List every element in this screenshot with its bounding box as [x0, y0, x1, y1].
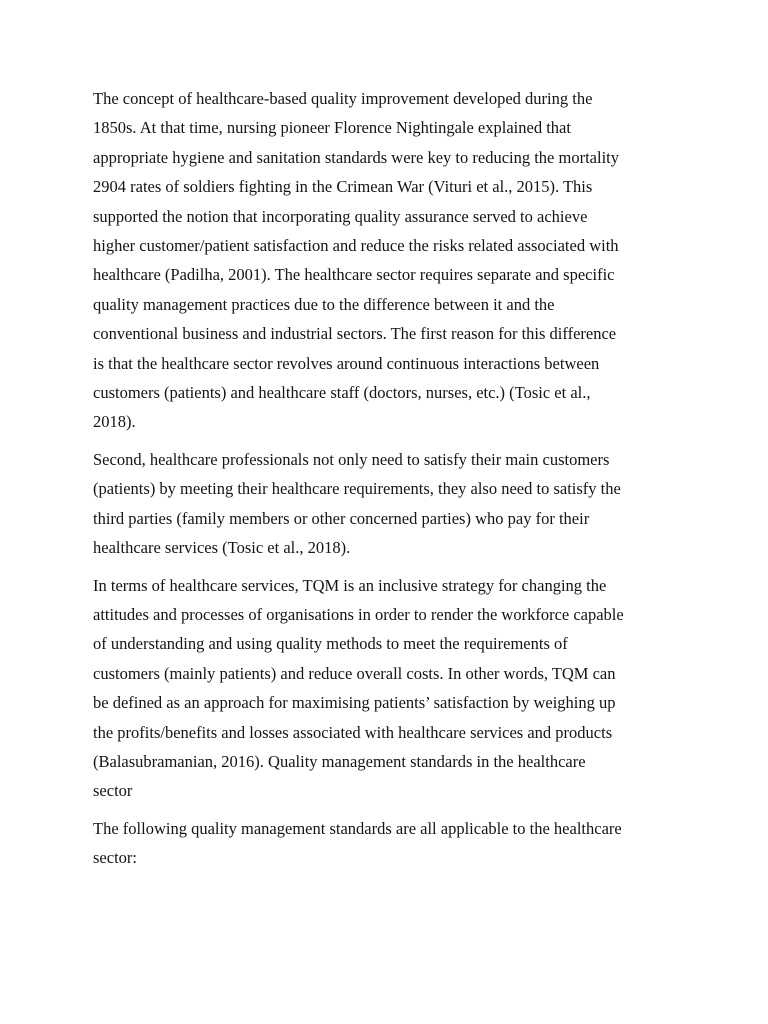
paragraph-line: higher customer/patient satisfaction and reduce the risks related associated with: [93, 236, 619, 256]
document-body: [93, 84, 683, 873]
paragraph-line: The concept of healthcare-based quality improvement developed during the: [93, 89, 593, 108]
paragraph-line: quality management practices due to the difference between it and the: [93, 294, 555, 314]
paragraph-line: healthcare services (Tosic et al., 2018).: [93, 538, 351, 558]
paragraph-line: is that the healthcare sector revolves around continuous interactions between: [93, 353, 600, 373]
paragraph-2: [93, 445, 683, 563]
paragraph-line: 1850s. At that time, nursing pioneer Florence Nightingale explained that: [93, 118, 571, 138]
paragraph-gap: [93, 563, 683, 571]
paragraph-gap: [93, 806, 683, 814]
paragraph-4: [93, 814, 683, 873]
paragraph-line: customers (mainly patients) and reduce overall costs. In other words, TQM can: [93, 663, 616, 683]
paragraph-line: supported the notion that incorporating quality assurance served to achieve: [93, 206, 588, 226]
paragraph-line: sector: [93, 781, 133, 801]
paragraph-line: The following quality management standards are all applicable to the healthcare: [93, 818, 622, 838]
paragraph-line: conventional business and industrial sectors. The first reason for this difference: [93, 324, 617, 344]
paragraph-line: attitudes and processes of organisations in order to render the workforce capable: [93, 604, 624, 624]
paragraph-line: In terms of healthcare services, TQM is an inclusive strategy for changing the: [93, 575, 607, 595]
paragraph-line: be defined as an approach for maximising patients’ satisfaction by weighing up: [93, 693, 616, 713]
paragraph-line: healthcare (Padilha, 2001). The healthcare sector requires separate and specific: [93, 265, 615, 285]
paragraph-line: third parties (family members or other concerned parties) who pay for their: [93, 508, 590, 528]
paragraph-line: appropriate hygiene and sanitation standards were key to reducing the mortality: [93, 147, 619, 167]
paragraph-line: of understanding and using quality methods to meet the requirements of: [93, 634, 568, 654]
paragraph-line: 2018).: [93, 412, 136, 432]
paragraph-3: [93, 571, 683, 806]
paragraph-line: the profits/benefits and losses associated with healthcare services and products: [93, 722, 613, 742]
paragraph-1: [93, 84, 683, 437]
paragraph-line: 2904 rates of soldiers fighting in the Crimean War (Vituri et al., 2015). This: [93, 177, 593, 197]
paragraph-line: (patients) by meeting their healthcare requirements, they also need to satisfy the: [93, 479, 621, 499]
paragraph-line: (Balasubramanian, 2016). Quality management standards in the healthcare: [93, 751, 586, 771]
paragraph-line: customers (patients) and healthcare staff (doctors, nurses, etc.) (Tosic et al.,: [93, 383, 591, 403]
paragraph-line: Second, healthcare professionals not only need to satisfy their main customers: [93, 449, 610, 469]
paragraph-line: sector:: [93, 848, 137, 868]
paragraph-gap: [93, 437, 683, 445]
